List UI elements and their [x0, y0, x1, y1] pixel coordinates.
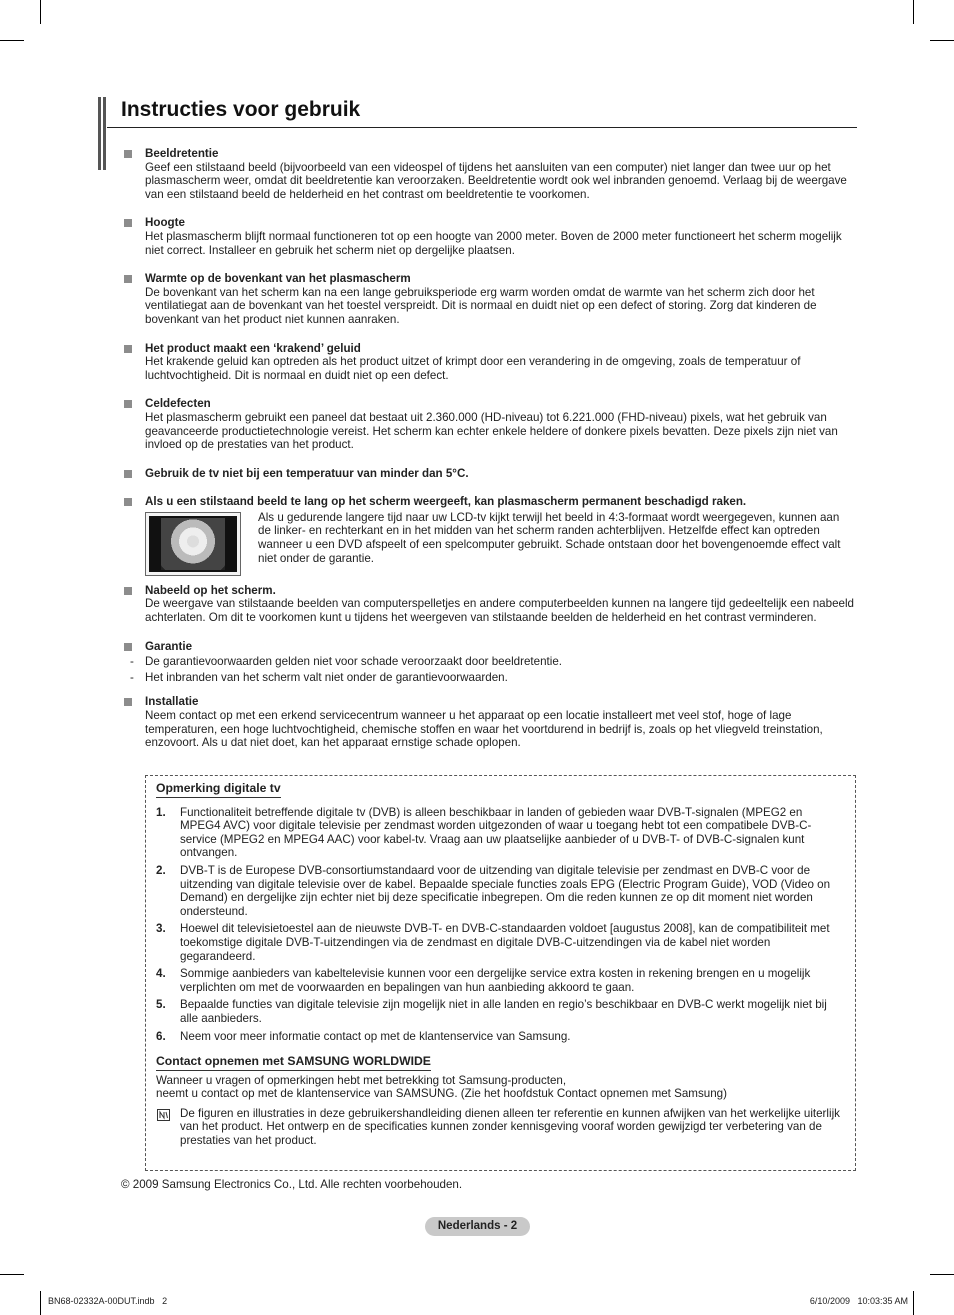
bullet-square — [124, 698, 132, 706]
section-celdefecten — [122, 397, 855, 451]
list-item: - De garantievoorwaarden gelden niet voor schade veroorzaakt door beeldretentie. — [126, 655, 855, 669]
list-item: 2. DVB-T is de Europese DVB-consortiumstandaard voor de uitzending van digitale televisie per zendmast en DVB-C voor de uitzending van digitale televisie over de kabel. Bepaalde speciale functies zoals EPG (Electric Program Guide), VOD (Video on Demand) en dergelijke zijn echter niet bij deze specificatie inbegrepen. Om die reden kunnen ze op dit moment niet worden ondersteund. — [156, 863, 831, 918]
page-title: Instructies voor gebruik — [121, 98, 361, 121]
note-icon — [157, 1109, 170, 1121]
crop-mark — [930, 40, 954, 41]
section-body: Het plasmascherm gebruikt een paneel dat bestaat uit 2.360.000 (HD-niveau) tot 6.221.000 (FHD-niveau) pixels, wat het gebruik van geavanceerde productietechnologie vereist. Het scherm kan echter enkele heldere of donkere pixels bevatten. Deze pixels zijn niet van invloed op de prestaties van het product. — [145, 410, 838, 452]
digital-tv-list — [156, 806, 845, 1044]
bullet-square — [124, 345, 132, 353]
section-nabeeld — [122, 584, 855, 625]
contact-block — [156, 1055, 845, 1148]
contact-heading: Contact opnemen met SAMSUNG WORLDWIDE — [156, 1055, 431, 1071]
contact-line: neemt u contact op met de klantenservice van SAMSUNG. (Zie het hoofdstuk Contact opnemen met Samsung) — [156, 1087, 727, 1101]
section-hoogte — [122, 216, 855, 257]
list-item: 5. Bepaalde functies van digitale televisie zijn mogelijk niet in alle landen en regio’s beschikbaar en DVB-C werkt mogelijk niet bij alle aanbieders. — [156, 998, 827, 1025]
list-item: 4. Sommige aanbieders van kabeltelevisie kunnen voor een dergelijke service extra kosten in rekening brengen en u mogelijk verplichten om met de voorwaarden en bepalingen van hun aanbieding akkoord te gaan. — [156, 967, 811, 994]
crop-mark — [0, 40, 24, 41]
bullet-square — [124, 275, 132, 283]
section-heading: Nabeeld op het scherm. — [145, 583, 276, 597]
print-file-name: BN68-02332A-00DUT.indb 2 — [48, 1296, 168, 1306]
list-item: 3. Hoewel dit televisietoestel aan de nieuwste DVB-T- en DVB-C-standaarden voldoet [augustus 2008], kan de compatibiliteit met toekomstige digitale DVB-T-uitzendingen via de zendmast en digitale DVB-C-uitzendingen via de kabel niet worden gegarandeerd. — [156, 922, 830, 963]
section-installatie — [122, 695, 855, 749]
section-krakend-geluid — [122, 342, 855, 383]
section-body: Het krakende geluid kan optreden als het product uitzet of krimpt door een verandering in de omgeving, zoals de temperatuur of luchtvochtigheid. Dit is normaal en duidt niet op een defect. — [145, 355, 801, 382]
section-body: Neem contact op met een erkend servicecentrum wanneer u het apparaat op een locatie installeert met veel stof, hoge of lage temperaturen, een hoge luchtvochtigheid, chemische stoffen en waar het voortdurend in bedrijf is, zoals op het vliegveld treinstation, enzovoort. Als u dat niet doet, kan het apparaat ernstige schade oplopen. — [145, 709, 823, 750]
section-heading: Warmte op de bovenkant van het plasmascherm — [145, 272, 411, 286]
section-body: De bovenkant van het scherm kan na een lange gebruiksperiode erg warm worden omdat de warmte van het scherm zich door het ventilatiegat aan de bovenkant van het toestel verspreidt. Dit is normaal en duidt niet op een defect of storing. Zorg dat kinderen de bovenkant van het product niet kunnen aanraken. — [145, 285, 817, 326]
note-text: De figuren en illustraties in deze gebruikershandleiding dienen alleen ter referentie en kunnen afwijken van het werkelijke uiterlijk van het product. Het ontwerp en de specificaties kunnen zonder kennisgeving vooraf worden gewijzigd ter verbetering van de prestaties van het product. — [180, 1106, 840, 1148]
page-number-badge: Nederlands - 2 — [425, 1217, 530, 1236]
crop-mark — [40, 1291, 41, 1315]
section-heading: Beeldretentie — [145, 147, 219, 160]
section-heading: Gebruik de tv niet bij een temperatuur van minder dan 5°C. — [145, 466, 469, 480]
section-body: Geef een stilstaand beeld (bijvoorbeeld van een videospel of tijdens het aansluiten van een computer) niet langer dan twee uur op het plasmascherm weer, omdat dit beeldretentie kan veroorzaken. Beeldretentie wordt ook wel inbranden genoemd. Verlaag bij de weergave van een stilstaand beeld de helderheid en het contrast om beeldretentie te voorkomen. — [145, 160, 847, 201]
section-heading: Installatie — [145, 695, 199, 709]
copyright-notice: © 2009 Samsung Electronics Co., Ltd. Alle rechten voorbehouden. — [121, 1178, 463, 1191]
bullet-square — [124, 498, 132, 506]
list-item: 6. Neem voor meer informatie contact op met de klantenservice van Samsung. — [156, 1029, 571, 1043]
list-item: - Het inbranden van het scherm valt niet onder de garantievoorwaarden. — [126, 671, 855, 685]
crop-mark — [913, 0, 914, 24]
contact-line: Wanneer u vragen of opmerkingen hebt met betrekking tot Samsung-producten, — [156, 1073, 567, 1087]
bullet-square — [124, 219, 132, 227]
bullet-square — [124, 470, 132, 478]
crop-mark — [0, 1274, 24, 1275]
bullet-square — [124, 150, 132, 158]
section-heading: Als u een stilstaand beeld te lang op het scherm weergeeft, kan plasmascherm permanent beschadigd raken. — [145, 495, 747, 509]
screen-thumbnail-image — [145, 512, 241, 576]
section-heading: Celdefecten — [145, 397, 211, 411]
disclaimer-note — [156, 1107, 845, 1148]
digital-tv-heading: Opmerking digitale tv — [156, 782, 281, 798]
section-body: Als u gedurende langere tijd naar uw LCD-tv kijkt terwijl het beeld in 4:3-formaat wordt weergegeven, kunnen aan de linker- en rechterkant en in het midden van het scherm randen achterblijven. Hetzelfde effect kan optreden wanneer u een DVD afspeelt of een spelcomputer gebruikt. Schade ontstaan door het bovengenoemde effect valt niet onder de garantie. — [258, 510, 841, 565]
section-heading: Het product maakt een ‘krakend’ geluid — [145, 341, 361, 355]
digital-tv-notice-box — [145, 775, 856, 1171]
print-timestamp: 6/10/2009 10:03:35 AM — [809, 1296, 908, 1306]
screen-4-3-illustration — [149, 516, 237, 572]
image-text-row — [145, 511, 855, 576]
section-beeldretentie — [122, 147, 855, 201]
section-heading: Garantie — [145, 639, 193, 653]
warranty-list — [126, 655, 855, 684]
section-stilstaand-beeld — [122, 495, 855, 576]
section-warmte — [122, 272, 855, 326]
bullet-square — [124, 587, 132, 595]
section-heading: Hoogte — [145, 216, 185, 230]
section-body: De weergave van stilstaande beelden van computerspelletjes en andere computerbeelden kunnen na langere tijd gedeeltelijk een nabeeld achterlaten. Om dit te voorkomen kunt u tijdens het weergeven van stilstaande beelden de helderheid en het contrast verminderen. — [145, 597, 854, 625]
section-body: Het plasmascherm blijft normaal functioneren tot op een hoogte van 2000 meter. Boven de 2000 meter functioneert het scherm mogelijk niet correct. Installeer en gebruik het scherm niet op dergelijke plaatsen. — [145, 229, 842, 257]
section-temperatuur — [122, 467, 855, 481]
crop-mark — [930, 1274, 954, 1275]
crop-mark — [913, 1291, 914, 1315]
flower-image — [161, 518, 225, 570]
bullet-square — [124, 643, 132, 651]
instructions-content — [122, 147, 855, 750]
title-underline — [107, 127, 857, 128]
crop-mark — [40, 0, 41, 24]
bullet-square — [124, 400, 132, 408]
section-garantie — [122, 640, 855, 685]
list-item: 1. Functionaliteit betreffende digitale tv (DVB) is alleen beschikbaar in landen of gebieden waar DVB-T-signalen (MPEG2 en MPEG4 AVC) voor digitale televisie per zendmast worden uitgezonden of waar u toegang hebt tot een compatibele DVB-C-service (MPEG2 en MPEG4 AAC) voor kabel-tv. Vraag aan uw plaatselijke aanbieder of u DVB-T- of DVB-C-signalen kunt ontvangen. — [156, 805, 812, 860]
